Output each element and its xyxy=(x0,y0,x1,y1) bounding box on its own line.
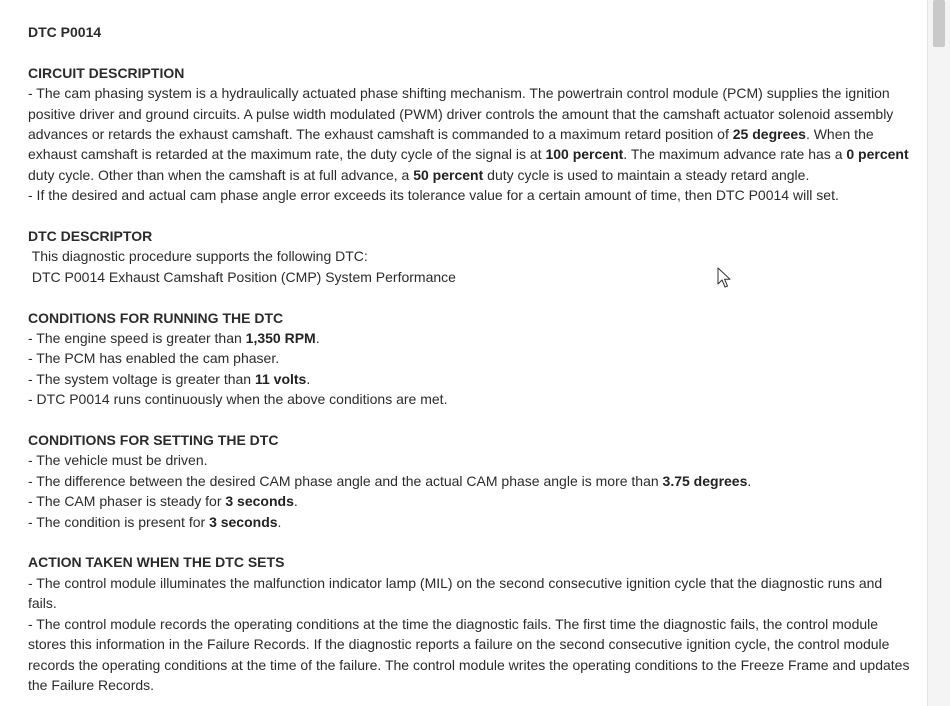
text-run: . The maximum advance rate has a xyxy=(623,146,847,163)
action-list xyxy=(28,573,910,695)
text-run: - The PCM has enabled the cam phaser. xyxy=(28,350,280,367)
list-item xyxy=(28,491,910,511)
bold-value: 11 volts xyxy=(254,370,307,387)
document-body xyxy=(28,22,910,695)
paragraph xyxy=(28,185,910,205)
section-heading: DTC DESCRIPTOR xyxy=(28,228,153,245)
section-heading: CONDITIONS FOR SETTING THE DTC xyxy=(28,432,279,449)
bold-value: 3 seconds xyxy=(225,493,294,510)
section-heading: CIRCUIT DESCRIPTION xyxy=(28,64,185,81)
text-run: - If the desired and actual cam phase angle error exceeds its tolerance value for a certain amount of time, then DTC P0014 will set. xyxy=(28,187,839,204)
condition-list xyxy=(28,450,910,532)
action-taken-section xyxy=(28,552,910,695)
text-run: . xyxy=(277,513,282,530)
circuit-description-section xyxy=(28,63,910,206)
text-run: - The engine speed is greater than xyxy=(28,330,246,347)
list-item xyxy=(28,512,910,532)
text-run: - The cam phasing system is a hydraulically actuated phase shifting mechanism. The powertrain control module (PCM) supplies the ignition positive driver and ground circuits. A pulse width modulated (PWM) driver controls the amount that the camshaft actuator solenoid assembly advances or retards the exhaust camshaft. The exhaust camshaft is commanded to a maximum retard position of xyxy=(28,85,894,143)
text-run: - The control module records the operating conditions at the time the diagnostic fails. The first time the diagnostic fails, the control module stores this information in the Failure Records. If the diagnostic reports a failure on the second consecutive ignition cycle, the control module records the operating conditions at the time of the failure. The control module writes the operating conditions to the Freeze Frame and updates the Failure Records. xyxy=(28,615,910,693)
mouse-pointer-icon xyxy=(717,267,731,289)
text-run: - DTC P0014 runs continuously when the above conditions are met. xyxy=(28,391,448,408)
bold-value: 3.75 degrees xyxy=(662,472,748,489)
bold-value: 25 degrees xyxy=(732,126,806,143)
text-run: duty cycle. Other than when the camshaft is at full advance, a xyxy=(28,166,414,183)
text-run: . xyxy=(747,472,752,489)
list-item xyxy=(28,471,910,491)
paragraph xyxy=(28,83,910,185)
text-run: - The CAM phaser is steady for xyxy=(28,493,226,510)
text-run: - The vehicle must be driven. xyxy=(28,452,208,469)
list-item xyxy=(28,369,910,389)
list-item xyxy=(28,389,910,409)
bold-value: 100 percent xyxy=(545,146,624,163)
page-title: DTC P0014 xyxy=(28,24,102,40)
list-item xyxy=(28,450,910,470)
descriptor-line: DTC P0014 Exhaust Camshaft Position (CMP) System Performance xyxy=(28,268,456,285)
text-run: - The condition is present for xyxy=(28,513,210,530)
descriptor-line: This diagnostic procedure supports the following DTC: xyxy=(28,248,368,265)
list-item xyxy=(28,614,910,696)
list-item xyxy=(28,348,910,368)
bold-value: 0 percent xyxy=(846,146,909,163)
scrollbar-thumb[interactable] xyxy=(933,0,945,47)
text-run: . xyxy=(293,493,298,510)
section-heading: ACTION TAKEN WHEN THE DTC SETS xyxy=(28,554,285,571)
text-run: - The control module illuminates the malfunction indicator lamp (MIL) on the second consecutive ignition cycle that the diagnostic runs and fails. xyxy=(28,574,883,612)
text-run: - The system voltage is greater than xyxy=(28,370,255,387)
bold-value: 3 seconds xyxy=(209,513,278,530)
text-run: . xyxy=(306,370,311,387)
text-run: duty cycle is used to maintain a steady retard angle. xyxy=(483,166,810,183)
bold-value: 50 percent xyxy=(413,166,484,183)
conditions-setting-section xyxy=(28,430,910,532)
vertical-scrollbar[interactable] xyxy=(927,0,950,706)
text-run: - The difference between the desired CAM phase angle and the actual CAM phase angle is more than xyxy=(28,472,663,489)
list-item xyxy=(28,328,910,348)
section-heading: CONDITIONS FOR RUNNING THE DTC xyxy=(28,309,284,326)
condition-list xyxy=(28,328,910,410)
list-item xyxy=(28,573,910,614)
dtc-descriptor-section xyxy=(28,226,910,287)
text-run: . When the exhaust camshaft is retarded at the maximum rate, the duty cycle of the signal is at xyxy=(28,126,874,163)
bold-value: 1,350 RPM xyxy=(245,330,316,347)
text-run: . xyxy=(315,330,320,347)
conditions-running-section xyxy=(28,308,910,410)
